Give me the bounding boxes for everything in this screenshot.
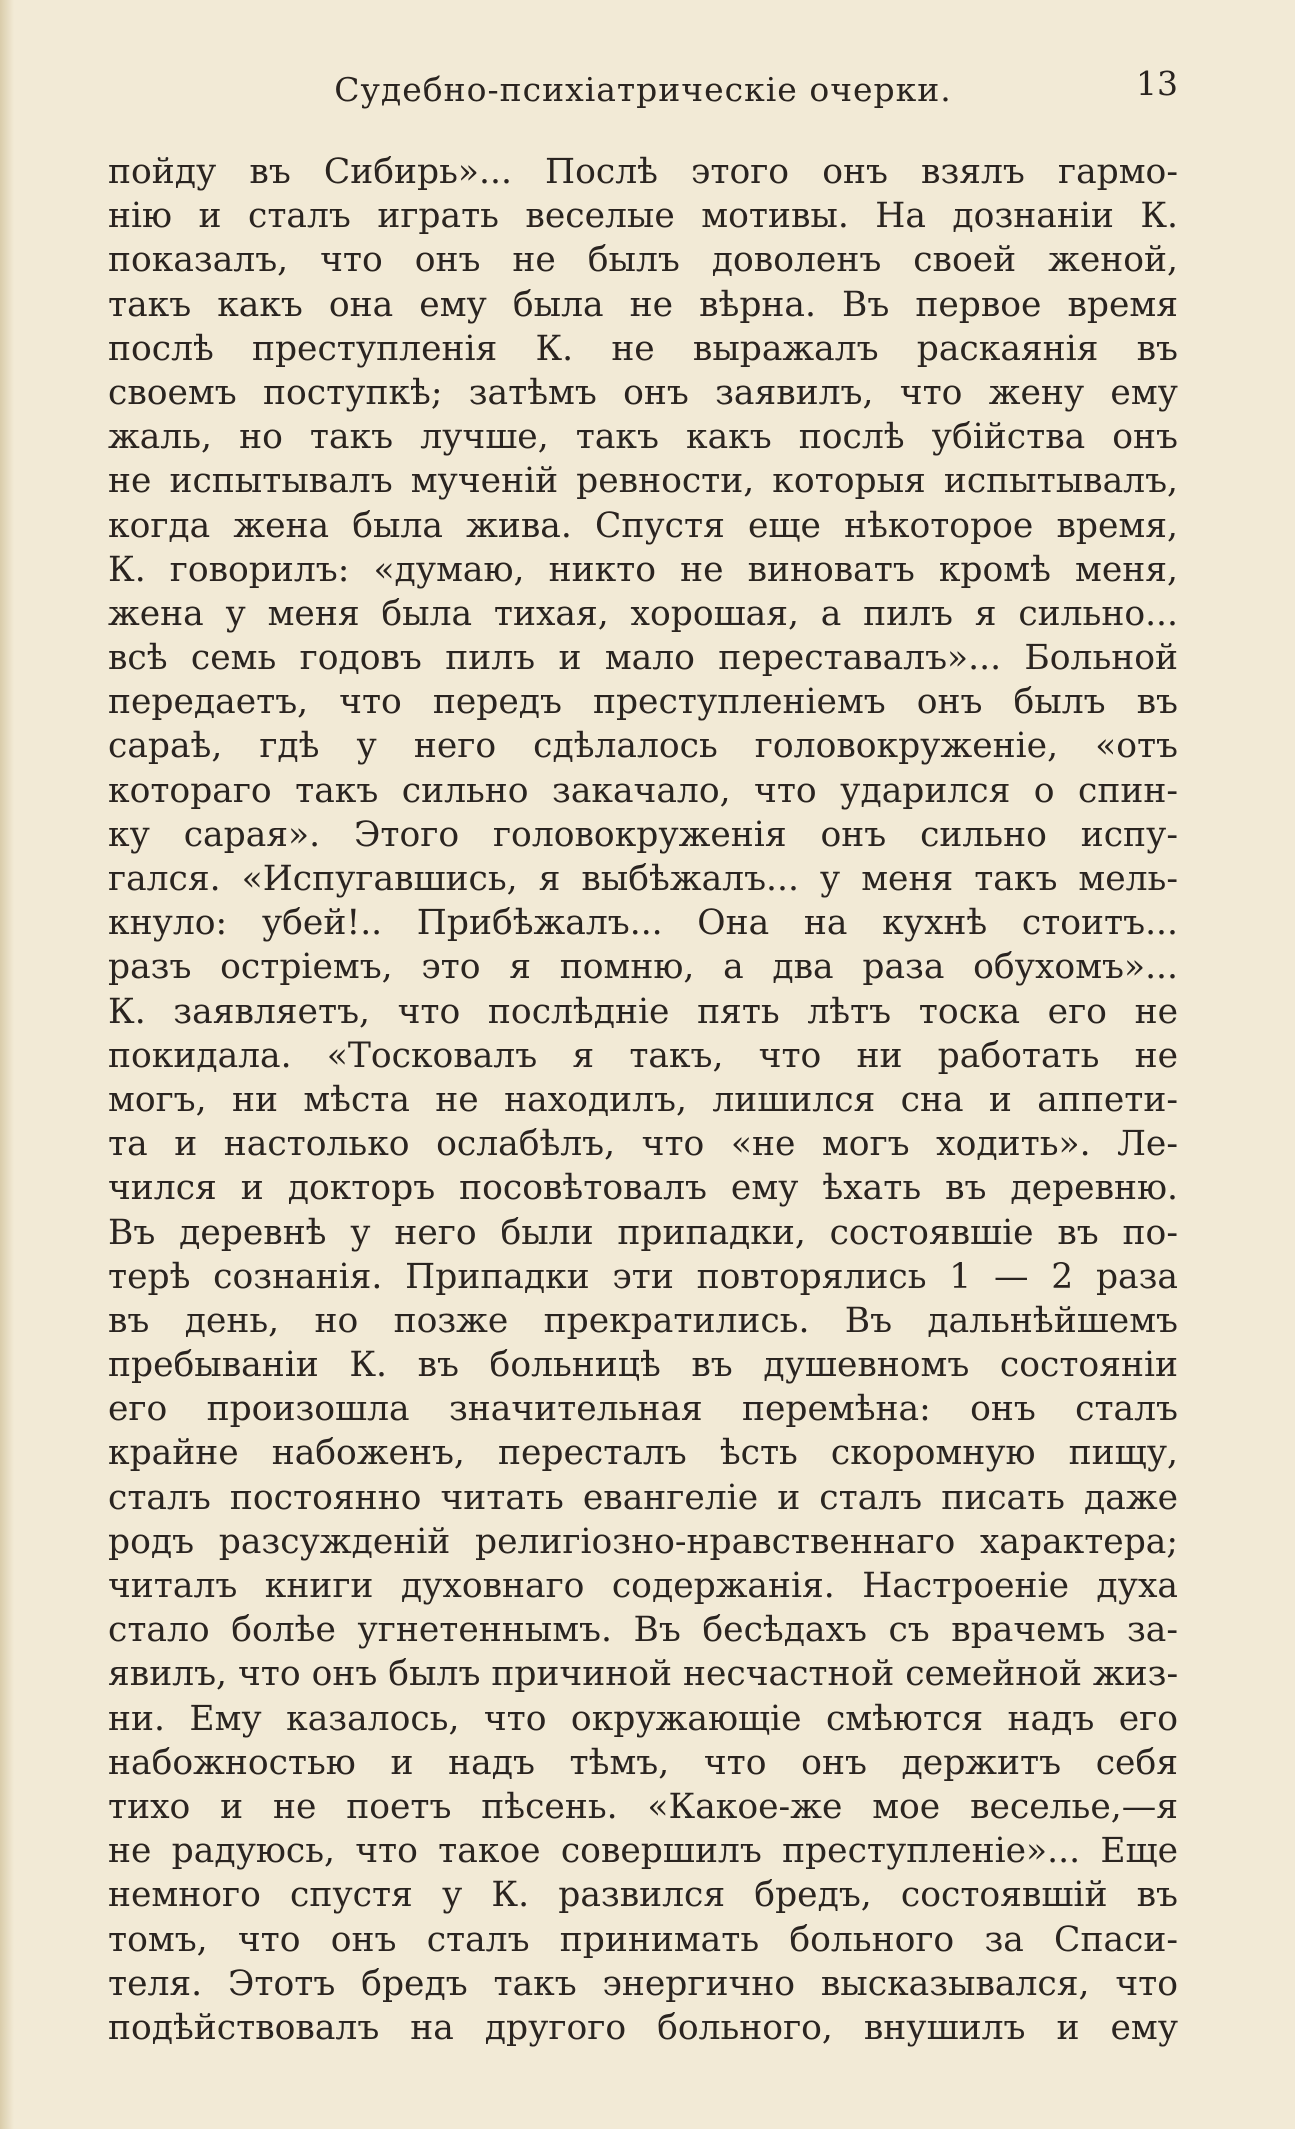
text-line: читалъ книги духовнаго содержанія. Настроеніе духа (108, 1566, 1178, 1606)
text-line: сараѣ, гдѣ у него сдѣлалось головокруженіе, «отъ (108, 726, 1178, 767)
text-line: въ день, но позже прекратились. Въ дальнѣйшемъ (108, 1300, 1178, 1341)
text-line: терѣ сознанія. Припадки эти повторялись 1 — 2 раза (108, 1256, 1178, 1297)
text-line: нію и сталъ играть веселые мотивы. На дознаніи К. (108, 196, 1178, 237)
text-line: К. заявляетъ, что послѣдніе пять лѣтъ тоска его не (108, 991, 1178, 1032)
text-line: не испытывалъ мученій ревности, которыя испытывалъ, (108, 461, 1178, 502)
text-line: стало болѣе угнетеннымъ. Въ бесѣдахъ съ врачемъ за- (108, 1610, 1178, 1651)
text-line: пребываніи К. въ больницѣ въ душевномъ состояніи (108, 1345, 1178, 1386)
text-line: ку сарая». Этого головокруженія онъ сильно испу- (108, 814, 1178, 855)
text-line: явилъ, что онъ былъ причиной несчастной семейной жиз- (108, 1654, 1179, 1695)
text-line: своемъ поступкѣ; затѣмъ онъ заявилъ, что жену ему (108, 372, 1178, 413)
text-line: немного спустя у К. развился бредъ, состоявшій въ (108, 1875, 1178, 1916)
text-line: томъ, что онъ сталъ принимать больного за Спаси- (108, 1919, 1178, 1960)
text-line: котораго такъ сильно закачало, что ударился о спин- (108, 770, 1178, 811)
text-line: не радуюсь, что такое совершилъ преступленіе»... Еще (108, 1831, 1178, 1872)
text-line: ни. Ему казалось, что окружающіе смѣются надъ его (108, 1698, 1178, 1739)
text-line: родъ разсужденій религіозно-нравственнаго характера; (108, 1521, 1178, 1562)
text-line: теля. Этотъ бредъ такъ энергично высказывался, что (108, 1963, 1178, 2004)
text-line: Въ деревнѣ у него были припадки, состоявшіе въ по- (108, 1212, 1178, 1253)
text-line: сталъ постоянно читать евангеліе и сталъ писать даже (108, 1477, 1178, 1518)
text-line: показалъ, что онъ не былъ доволенъ своей женой, (108, 240, 1178, 281)
text-line: тихо и не поетъ пѣсень. «Какое-же мое веселье,—я (108, 1786, 1178, 1827)
text-line: могъ, ни мѣста не находилъ, лишился сна и аппети- (108, 1079, 1178, 1120)
text-line: кнуло: убей!.. Прибѣжалъ... Она на кухнѣ стоитъ... (108, 903, 1178, 944)
text-line: разъ остріемъ, это я помню, а два раза обухомъ»... (108, 947, 1178, 988)
text-line: та и настолько ослабѣлъ, что «не могъ ходить». Ле- (108, 1124, 1178, 1165)
text-line: покидала. «Тосковалъ я такъ, что ни работать не (108, 1035, 1178, 1076)
running-title: Судебно-психіатрическіе очерки. (334, 70, 952, 109)
text-line: подѣйствовалъ на другого больного, внушилъ и ему (108, 2007, 1178, 2048)
body-text (108, 150, 1178, 2050)
text-line: послѣ преступленія К. не выражалъ раскаянія въ (108, 328, 1178, 369)
text-line: гался. «Испугавшись, я выбѣжалъ... у меня такъ мель- (108, 859, 1178, 899)
text-line: пойду въ Сибирь»... Послѣ этого онъ взялъ гармо- (108, 152, 1178, 192)
page-edge (0, 0, 14, 2129)
text-line: К. говорилъ: «думаю, никто не виноватъ кромѣ меня, (108, 549, 1178, 590)
text-line: жена у меня была тихая, хорошая, а пилъ я сильно... (108, 593, 1178, 634)
text-line: передаетъ, что передъ преступленіемъ онъ былъ въ (108, 682, 1178, 723)
text-line: такъ какъ она ему была не вѣрна. Въ первое время (108, 284, 1178, 325)
text-line: когда жена была жива. Спустя еще нѣкоторое время, (108, 505, 1178, 546)
text-line: набожностью и надъ тѣмъ, что онъ держитъ себя (108, 1742, 1178, 1783)
text-line: крайне набоженъ, пересталъ ѣсть скоромную пищу, (108, 1433, 1178, 1474)
text-line: жаль, но такъ лучше, такъ какъ послѣ убійства онъ (108, 417, 1178, 458)
text-line: всѣ семь годовъ пилъ и мало переставалъ»... Больной (108, 638, 1178, 679)
page-number: 13 (1136, 64, 1178, 103)
text-line: его произошла значительная перемѣна: онъ сталъ (108, 1389, 1178, 1430)
text-line: чился и докторъ посовѣтовалъ ему ѣхать въ деревню. (108, 1168, 1178, 1209)
page-header (108, 64, 1178, 114)
